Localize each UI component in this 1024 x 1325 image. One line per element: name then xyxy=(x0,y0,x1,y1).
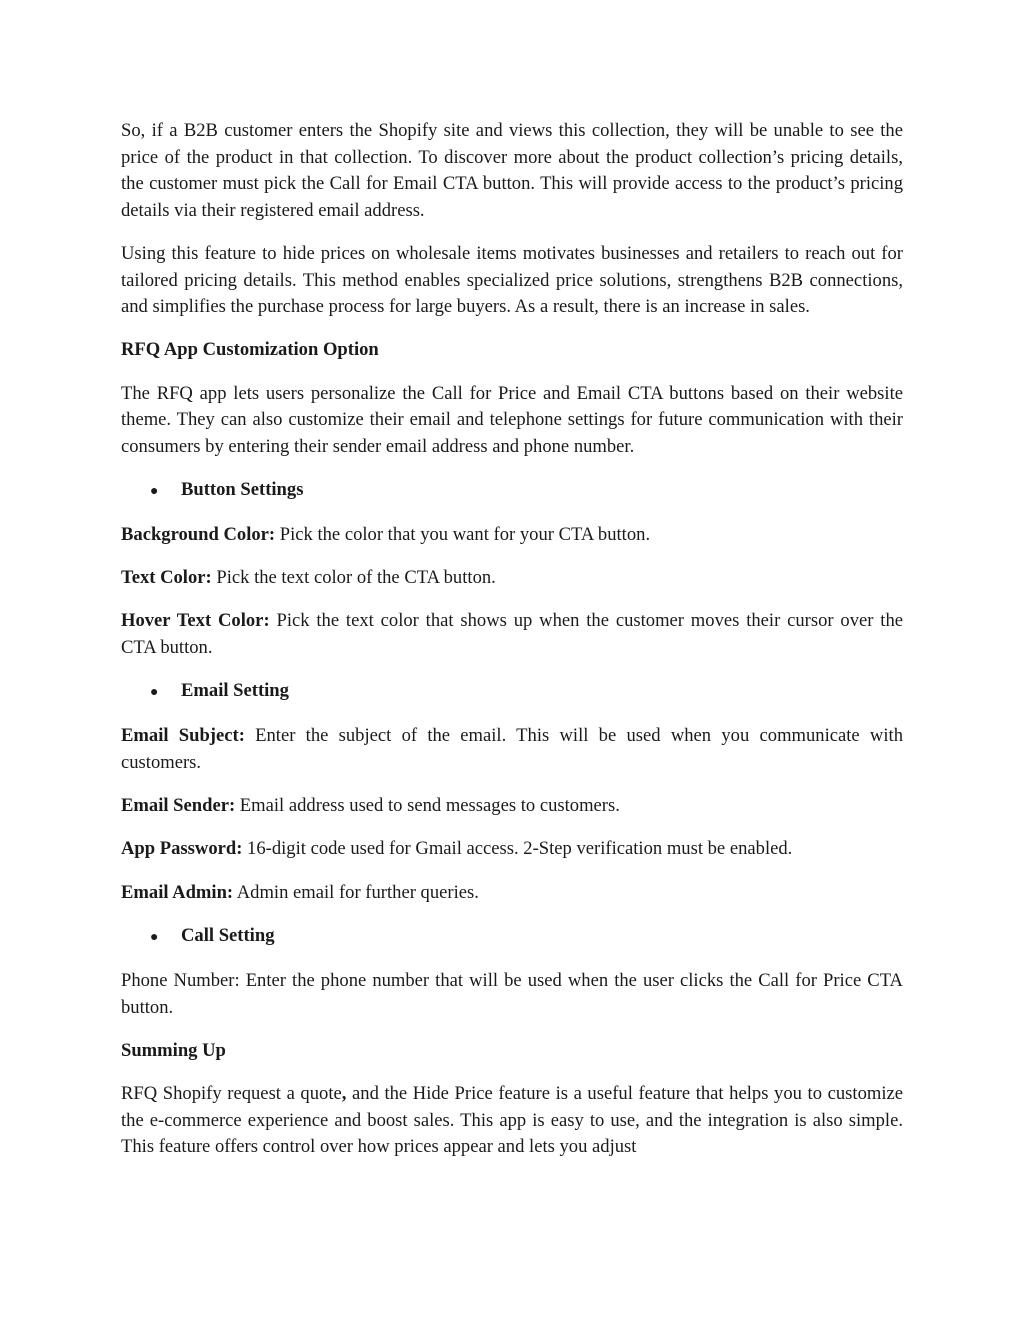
document-page xyxy=(121,118,903,1177)
call-settings-title: Call Setting xyxy=(181,924,275,946)
customization-heading: RFQ App Customization Option xyxy=(121,339,379,361)
setting-label: App Password: xyxy=(121,838,243,860)
app-password-setting xyxy=(121,836,903,863)
summary-comma: , xyxy=(341,1082,347,1104)
text-color-setting xyxy=(121,565,903,592)
setting-label: Email Admin: xyxy=(121,881,234,903)
setting-label: Email Subject: xyxy=(121,725,245,747)
intro-paragraph: So, if a B2B customer enters the Shopify site and views this collection, they will be unable to see the price of the product in that collection. To discover more about the product collection’s pricing details, the customer must pick the Call for Email CTA button. This will provide access to the product’s pricing details via their registered email address. xyxy=(121,120,903,221)
setting-description: Email address used to send messages to customers. xyxy=(235,795,620,817)
summary-paragraph xyxy=(121,1081,903,1161)
setting-label: Hover Text Color: xyxy=(121,610,270,632)
bullet-icon: ● xyxy=(150,483,159,499)
hover-text-color-setting xyxy=(121,608,903,661)
email-admin-setting xyxy=(121,880,903,907)
phone-number-setting: Phone Number: Enter the phone number that will be used when the user clicks the Call for Price CTA button. xyxy=(121,969,903,1018)
email-sender-setting xyxy=(121,793,903,820)
setting-description: Admin email for further queries. xyxy=(233,881,479,903)
email-settings-bullet xyxy=(121,678,903,707)
call-settings-bullet xyxy=(121,923,903,952)
customization-paragraph: The RFQ app lets users personalize the Call for Price and Email CTA buttons based on their website theme. They can also customize their email and telephone settings for future communication with their consumers by entering their sender email address and phone number. xyxy=(121,382,903,457)
email-settings-title: Email Setting xyxy=(181,680,289,702)
setting-label: Text Color: xyxy=(121,567,212,589)
setting-description: Pick the text color of the CTA button. xyxy=(211,567,496,589)
setting-description: 16-digit code used for Gmail access. 2-Step verification must be enabled. xyxy=(242,838,793,860)
bullet-icon: ● xyxy=(150,929,159,945)
summary-text-start: RFQ Shopify request a quote xyxy=(121,1082,342,1104)
wholesale-paragraph: Using this feature to hide prices on wholesale items motivates businesses and retailers to reach out for tailored pricing details. This method enables specialized price solutions, strengthens B2B connections, and simplifies the purchase process for large buyers. As a result, there is an increase in sales. xyxy=(121,242,903,318)
setting-label: Background Color: xyxy=(121,524,276,546)
setting-label: Email Sender: xyxy=(121,795,236,817)
button-settings-title: Button Settings xyxy=(181,478,304,500)
email-subject-setting xyxy=(121,723,903,776)
summing-up-heading: Summing Up xyxy=(121,1039,226,1061)
bullet-icon: ● xyxy=(150,685,159,701)
setting-description: Enter the subject of the email. This will be used when you communicate with customers. xyxy=(121,725,903,774)
button-settings-bullet xyxy=(121,477,903,506)
setting-description: Pick the text color that shows up when the customer moves their cursor over the CTA button. xyxy=(121,610,903,659)
background-color-setting xyxy=(121,522,903,549)
summary-text-rest: and the Hide Price feature is a useful feature that helps you to customize the e-commerce experience and boost sales. This app is easy to use, and the integration is also simple. This feature offers control over how prices appear and lets you adjust xyxy=(121,1082,903,1158)
page-bottom-margin xyxy=(0,1190,1024,1325)
setting-description: Pick the color that you want for your CTA button. xyxy=(275,524,651,546)
